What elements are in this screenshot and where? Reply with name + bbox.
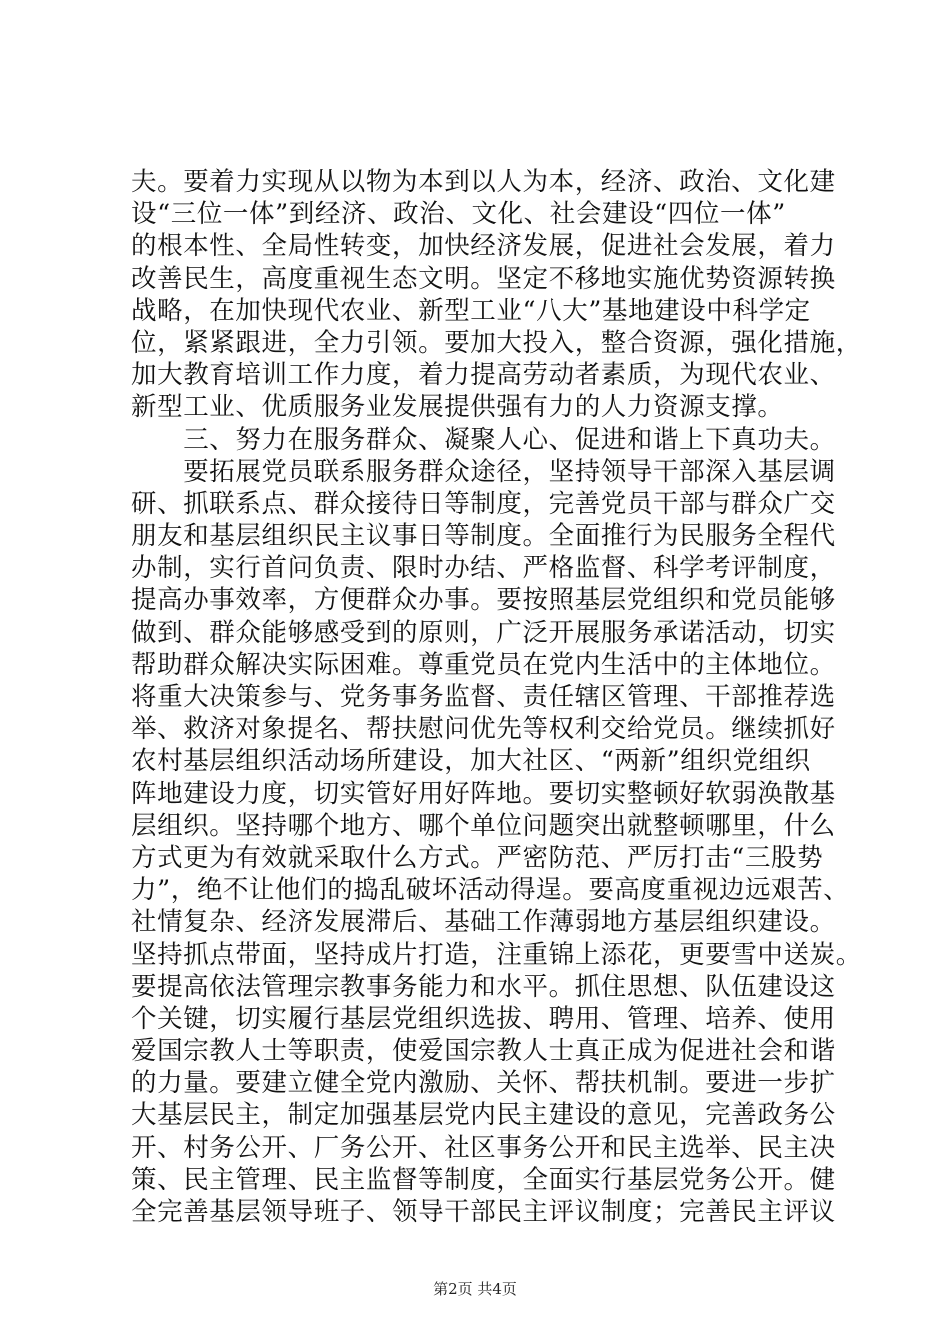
text-line: 帮助群众解决实际困难。尊重党员在党内生活中的主体地位。	[131, 649, 836, 680]
text-line: 新型工业、优质服务业发展提供强有力的人力资源支撑。	[131, 392, 784, 423]
text-line: 夫。要着力实现从以物为本到以人为本，经济、政治、文化建	[131, 167, 836, 197]
text-line: 设“三位一体”到经济、政治、文化、社会建设“四位一体”	[131, 199, 786, 230]
text-line: 爱国宗教人士等职责，使爱国宗教人士真正成为促进社会和谐	[131, 1036, 836, 1067]
text-line: 力”，绝不让他们的捣乱破坏活动得逞。要高度重视边远艰苦、	[131, 875, 850, 906]
text-line: 的根本性、全局性转变，加快经济发展，促进社会发展，着力	[131, 231, 836, 262]
text-line: 要拓展党员联系服务群众途径，坚持领导干部深入基层调	[131, 456, 836, 487]
text-line: 层组织。坚持哪个地方、哪个单位问题突出就整顿哪里，什么	[131, 810, 836, 841]
text-line: 位，紧紧跟进，全力引领。要加大投入，整合资源，强化措施，	[131, 327, 862, 358]
text-line: 的力量。要建立健全党内激励、关怀、帮扶机制。要进一步扩	[131, 1068, 836, 1099]
text-line: 加大教育培训工作力度，着力提高劳动者素质，为现代农业、	[131, 360, 836, 391]
text-line: 策、民主管理、民主监督等制度，全面实行基层党务公开。健	[131, 1164, 836, 1195]
text-line: 大基层民主，制定加强基层党内民主建设的意见，完善政务公	[131, 1100, 836, 1131]
text-line: 阵地建设力度，切实管好用好阵地。要切实整顿好软弱涣散基	[131, 778, 836, 809]
text-line: 朋友和基层组织民主议事日等制度。全面推行为民服务全程代	[131, 521, 836, 552]
text-line: 农村基层组织活动场所建设，加大社区、“两新”组织党组织	[131, 746, 811, 777]
text-line: 要提高依法管理宗教事务能力和水平。抓住思想、队伍建设这	[131, 971, 836, 1002]
text-line: 战略，在加快现代农业、新型工业“八大”基地建设中科学定	[131, 295, 811, 326]
text-line: 开、村务公开、厂务公开、社区事务公开和民主选举、民主决	[131, 1132, 836, 1163]
body-text	[131, 166, 862, 1228]
page-number-footer: 第2页 共4页	[433, 1280, 517, 1298]
text-line: 办制，实行首问负责、限时办结、严格监督、科学考评制度，	[131, 553, 836, 584]
text-line: 将重大决策参与、党务事务监督、责任辖区管理、干部推荐选	[131, 682, 836, 712]
text-line: 提高办事效率，方便群众办事。要按照基层党组织和党员能够	[131, 585, 836, 616]
text-line: 社情复杂、经济发展滞后、基础工作薄弱地方基层组织建设。	[131, 907, 836, 938]
text-line: 举、救济对象提名、帮扶慰问优先等权利交给党员。继续抓好	[131, 714, 836, 745]
text-line: 全完善基层领导班子、领导干部民主评议制度；完善民主评议	[131, 1197, 836, 1227]
text-line: 改善民生，高度重视生态文明。坚定不移地实施优势资源转换	[131, 263, 836, 294]
text-line: 做到、群众能够感受到的原则，广泛开展服务承诺活动，切实	[131, 617, 836, 648]
text-line: 方式更为有效就采取什么方式。严密防范、严厉打击“三股势	[131, 842, 824, 873]
text-line: 坚持抓点带面，坚持成片打造，注重锦上添花，更要雪中送炭。	[131, 939, 862, 970]
text-line: 个关键，切实履行基层党组织选拔、聘用、管理、培养、使用	[131, 1003, 836, 1034]
section-heading: 三、努力在服务群众、凝聚人心、促进和谐上下真功夫。	[131, 424, 836, 455]
text-line: 研、抓联系点、群众接待日等制度，完善党员干部与群众广交	[131, 488, 836, 519]
